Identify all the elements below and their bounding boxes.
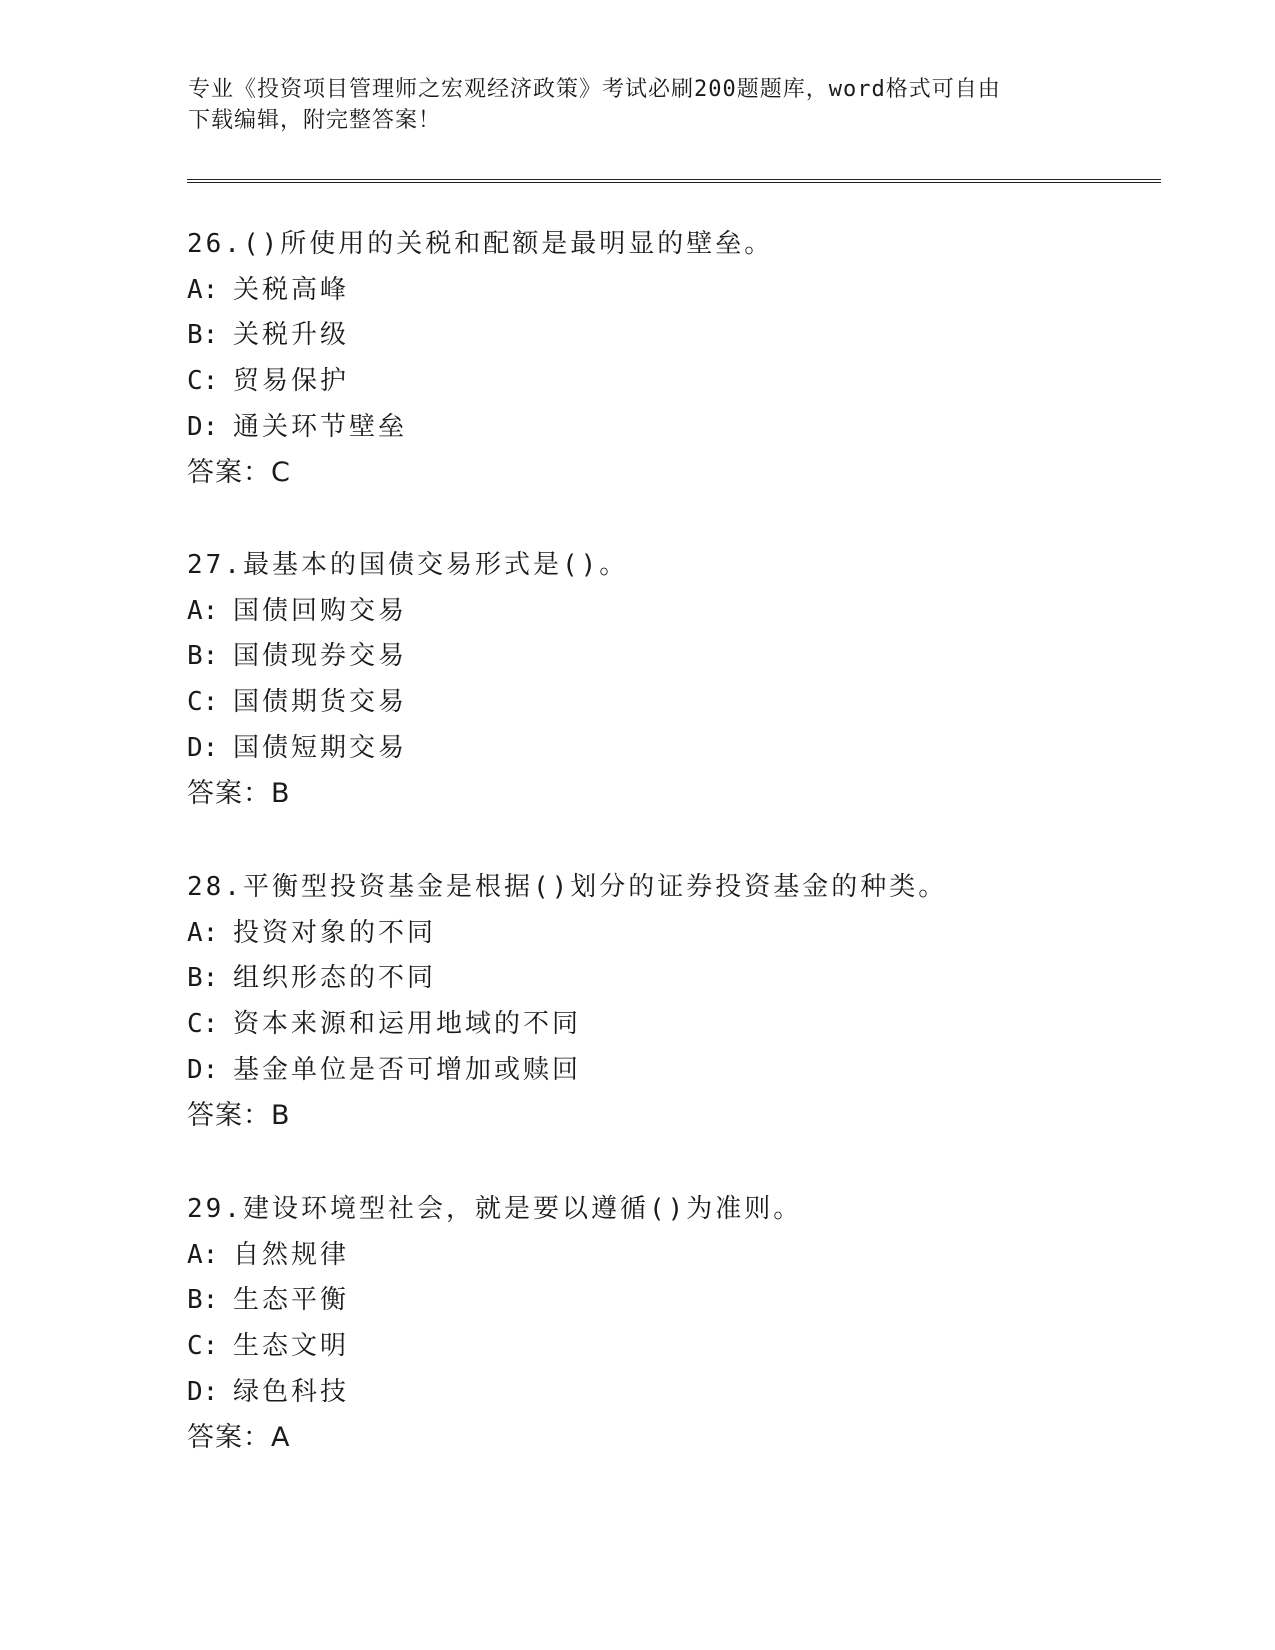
option-letter: B: — [187, 320, 219, 351]
answer-line: 答案：A — [187, 1422, 291, 1454]
option-c — [187, 1324, 1187, 1370]
answer-line: 答案：B — [187, 1100, 291, 1132]
option-text: 组织形态的不同 — [233, 963, 437, 994]
option-d — [187, 1048, 1187, 1094]
question-28 — [187, 865, 1187, 1139]
option-a — [187, 589, 1187, 635]
option-a — [187, 911, 1187, 957]
option-letter: C: — [187, 366, 219, 397]
option-letter: D: — [187, 732, 219, 763]
option-text: 绿色科技 — [233, 1376, 350, 1407]
option-text: 关税升级 — [233, 320, 350, 351]
question-26 — [187, 222, 1187, 496]
option-text: 关税高峰 — [233, 274, 350, 305]
option-text: 国债短期交易 — [233, 732, 408, 763]
option-letter: C: — [187, 1331, 219, 1362]
option-text: 基金单位是否可增加或赎回 — [233, 1054, 582, 1085]
option-letter: B: — [187, 641, 219, 672]
question-29 — [187, 1187, 1187, 1461]
option-a — [187, 1233, 1187, 1279]
document-header — [188, 74, 1068, 136]
option-b — [187, 1278, 1187, 1324]
question-27 — [187, 543, 1187, 817]
option-text: 贸易保护 — [233, 366, 350, 397]
header-divider — [187, 179, 1161, 183]
option-b — [187, 313, 1187, 359]
option-text: 自然规律 — [233, 1239, 350, 1270]
option-b — [187, 634, 1187, 680]
option-text: 国债回购交易 — [233, 595, 408, 626]
question-stem: 29.建设环境型社会，就是要以遵循()为准则。 — [187, 1194, 803, 1224]
option-b — [187, 956, 1187, 1002]
answer-line: 答案：B — [187, 778, 291, 810]
option-letter: D: — [187, 411, 219, 442]
question-stem: 27.最基本的国债交易形式是()。 — [187, 550, 629, 580]
option-letter: D: — [187, 1054, 219, 1085]
option-d — [187, 1370, 1187, 1416]
option-c — [187, 1002, 1187, 1048]
option-letter: B: — [187, 963, 219, 994]
answer-line: 答案：C — [187, 457, 291, 489]
option-letter: B: — [187, 1285, 219, 1316]
option-letter: A: — [187, 274, 219, 305]
option-letter: D: — [187, 1376, 219, 1407]
header-title-line2: 下载编辑，附完整答案！ — [188, 108, 442, 133]
question-stem: 26.()所使用的关税和配额是最明显的壁垒。 — [187, 229, 774, 259]
option-letter: C: — [187, 687, 219, 718]
option-d — [187, 405, 1187, 451]
option-text: 生态平衡 — [233, 1285, 350, 1316]
option-a — [187, 268, 1187, 314]
option-text: 国债现券交易 — [233, 641, 408, 672]
option-c — [187, 680, 1187, 726]
option-c — [187, 359, 1187, 405]
header-title-line1: 专业《投资项目管理师之宏观经济政策》考试必刷200题题库，word格式可自由 — [188, 77, 1001, 102]
option-letter: C: — [187, 1009, 219, 1040]
option-text: 投资对象的不同 — [233, 917, 437, 948]
option-text: 资本来源和运用地域的不同 — [233, 1009, 582, 1040]
option-text: 通关环节壁垒 — [233, 411, 408, 442]
option-letter: A: — [187, 917, 219, 948]
option-text: 生态文明 — [233, 1331, 350, 1362]
question-stem: 28.平衡型投资基金是根据()划分的证券投资基金的种类。 — [187, 872, 948, 902]
option-letter: A: — [187, 595, 219, 626]
option-letter: A: — [187, 1239, 219, 1270]
option-d — [187, 726, 1187, 772]
option-text: 国债期货交易 — [233, 687, 408, 718]
